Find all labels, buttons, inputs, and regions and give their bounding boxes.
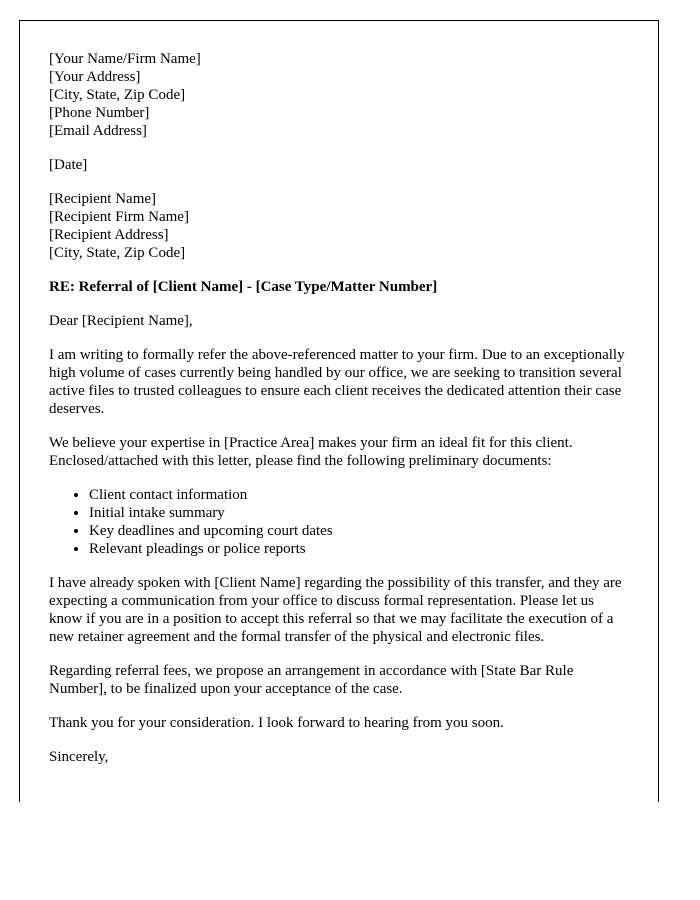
recipient-block [49,190,630,262]
closing: Sincerely, [49,749,109,765]
letter-page [19,20,659,802]
sender-name: [Your Name/Firm Name] [49,51,201,67]
recipient-name: [Recipient Name] [49,191,157,207]
body-paragraph: We believe your expertise in [Practice Area] makes your firm an ideal fit for this client. Enclosed/attached with this letter, please find the following preliminary documents: [49,435,573,469]
subject-line: RE: Referral of [Client Name] - [Case Type/Matter Number] [49,279,438,295]
body-paragraph: Thank you for your consideration. I look forward to hearing from you soon. [49,715,504,731]
sender-block [49,50,630,140]
sender-address: [Your Address] [49,69,141,85]
list-item: • Initial intake summary [89,504,630,522]
letter-date: [Date] [49,157,88,173]
documents-list [49,486,630,558]
sender-email: [Email Address] [49,123,147,139]
body-paragraph: I have already spoken with [Client Name] regarding the possibility of this transfer, and they are expecting a communication from your office to discuss formal representation. Please let us know if you are in a position to accept this referral so that we may facilitate the execution of a new retainer agreement and the formal transfer of the physical and electronic files. [49,575,622,645]
date-line [49,156,630,174]
body-paragraph: I am writing to formally refer the above-referenced matter to your firm. Due to an exceptionally high volume of cases currently being handled by our office, we are seeking to transition several active files to trusted colleagues to ensure each client receives the dedicated attention their case deserves. [49,347,625,417]
salutation: Dear [Recipient Name], [49,313,193,329]
sender-city-state-zip: [City, State, Zip Code] [49,87,186,103]
body-paragraph: Regarding referral fees, we propose an arrangement in accordance with [State Bar Rule Number], to be finalized upon your acceptance of the case. [49,663,574,697]
recipient-firm: [Recipient Firm Name] [49,209,189,225]
list-item: • Key deadlines and upcoming court dates [89,522,630,540]
recipient-address: [Recipient Address] [49,227,169,243]
sender-phone: [Phone Number] [49,105,150,121]
list-item: • Client contact information [89,486,630,504]
recipient-city-state-zip: [City, State, Zip Code] [49,245,186,261]
list-item: • Relevant pleadings or police reports [89,540,630,558]
